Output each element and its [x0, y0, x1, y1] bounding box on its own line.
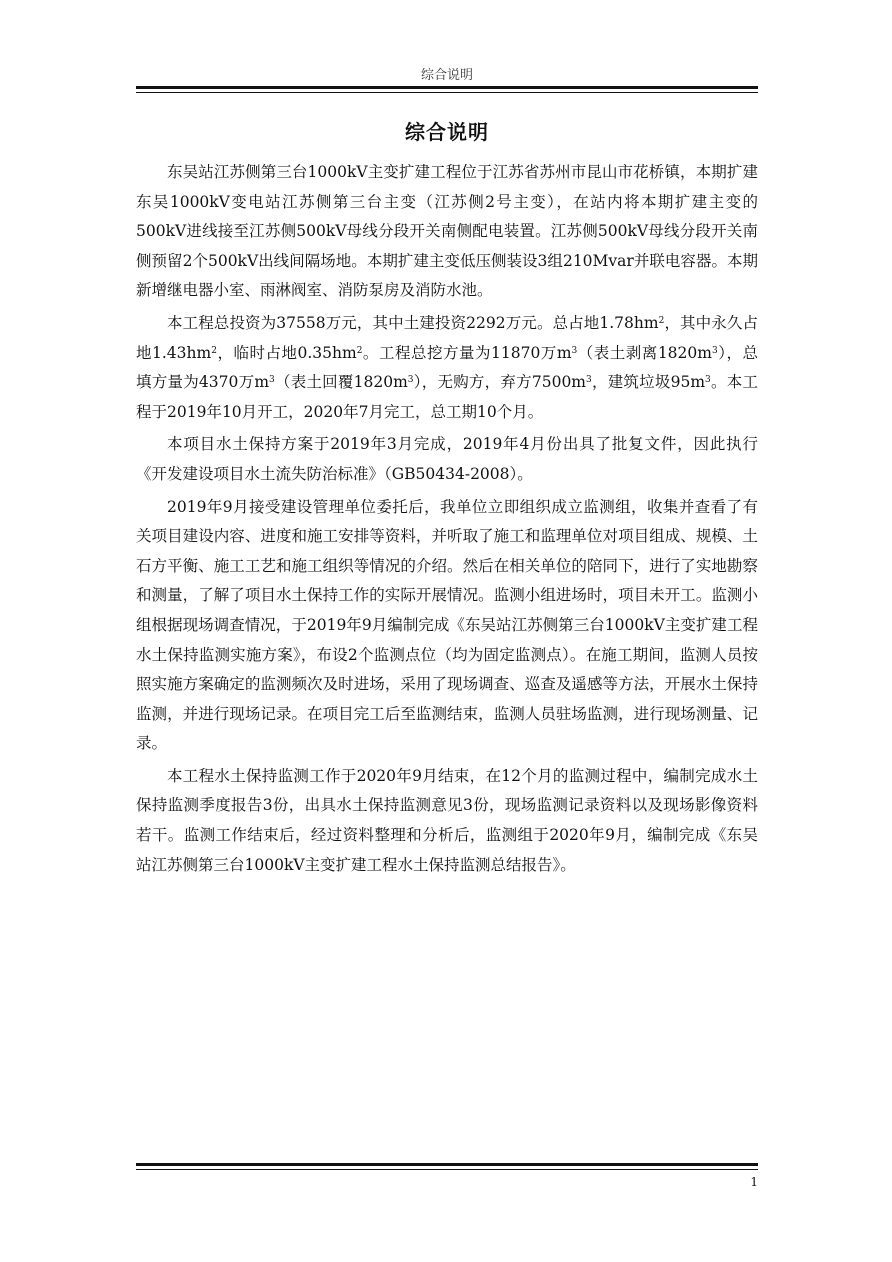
page-number: 1	[750, 1175, 758, 1189]
superscript-3: 3	[269, 375, 275, 386]
investment-text-a: 本工程总投资为37558万元，其中土建投资2292万元。总占地1.78hm	[167, 313, 659, 332]
superscript-2: 2	[658, 315, 665, 326]
investment-text-g: （表土回覆1820m	[274, 373, 408, 392]
superscript-3: 3	[705, 375, 711, 386]
investment-text-c: ，临时占地0.35hm	[216, 343, 357, 362]
paragraph-monitoring-process: 2019年9月接受建设管理单位委托后，我单位立即组织成立监测组，收集并查看了有关项目建设内容、进度和施工安排等资料，并听取了施工和监理单位对项目组成、规模、土石方平衡、施工工艺和施工组织等情况的介绍。然后在相关单位的陪同下，进行了实地勘察和测量，了解了项目水土保持工作的实际开展情况。监测小组进场时，项目未开工。监测小组根据现场调查情况，于2019年9月编制完成《东吴站江苏侧第三台1000kV主变扩建工程水土保持监测实施方案》，布设2个监测点位（均为固定监测点）。在施工期间，监测人员按照实施方案确定的监测频次及时进场，采用了现场调查、巡查及遥感等方法，开展水土保持监测，并进行现场记录。在项目完工后至监测结束，监测人员驻场监测，进行现场测量、记录。	[136, 497, 758, 753]
paragraph-monitoring-results: 本工程水土保持监测工作于2020年9月结束，在12个月的监测过程中，编制完成水土保持监测季度报告3份，出具水土保持监测意见3份，现场监测记录资料以及现场影像资料若干。监测工作结束后，经过资料整理和分析后，监测组于2020年9月，编制完成《东吴站江苏侧第三台1000kV主变扩建工程水土保持监测总结报告》。	[136, 766, 758, 874]
superscript-2: 2	[356, 345, 363, 356]
superscript-2: 2	[211, 345, 217, 356]
paragraph-project-location: 东吴站江苏侧第三台1000kV主变扩建工程位于江苏省苏州市昆山市花桥镇，本期扩建东吴1000kV变电站江苏侧第三台主变（江苏侧2号主变），在站内将本期扩建主变的500kV进线接至江苏侧500kV母线分段开关南侧配电装置。江苏侧500kV母线分段开关南侧预留2个500kV出线间隔场地。本期扩建主变低压侧装设3组210Mvar并联电容器。本期新增继电器小室、雨淋阀室、消防泵房及消防水池。	[136, 163, 758, 300]
header-rule-thin	[136, 92, 758, 93]
paragraph-investment	[136, 309, 758, 427]
investment-text-f: ），总填方量为4370万m	[136, 343, 758, 392]
superscript-3: 3	[711, 345, 718, 356]
investment-text-j: 。本工程于2019年10月开工，2020年7月完工，总工期10个月。	[136, 373, 758, 421]
investment-text-e: （表土剥离1820m	[577, 343, 712, 362]
investment-text-i: ，建筑垃圾95m	[591, 373, 706, 392]
paragraph-plan-approval: 本项目水土保持方案于2019年3月完成，2019年4月份出具了批复文件，因此执行《开发建设项目水土流失防治标准》（GB50434-2008）。	[136, 435, 758, 483]
superscript-3: 3	[586, 375, 592, 386]
investment-text-b: ，其中永久占地1.43hm	[136, 313, 758, 362]
superscript-3: 3	[407, 375, 414, 386]
footer-rule-thin	[136, 1169, 758, 1170]
header-rule-thick	[136, 86, 758, 89]
body-text	[136, 158, 758, 883]
running-header: 综合说明	[420, 68, 473, 83]
page-title: 综合说明	[405, 120, 489, 144]
footer-rule-thick	[136, 1163, 758, 1166]
investment-text-h: ），无购方，弃方7500m	[413, 373, 586, 392]
investment-text-d: 。工程总挖方量为11870万m	[362, 343, 572, 362]
superscript-3: 3	[571, 345, 578, 356]
